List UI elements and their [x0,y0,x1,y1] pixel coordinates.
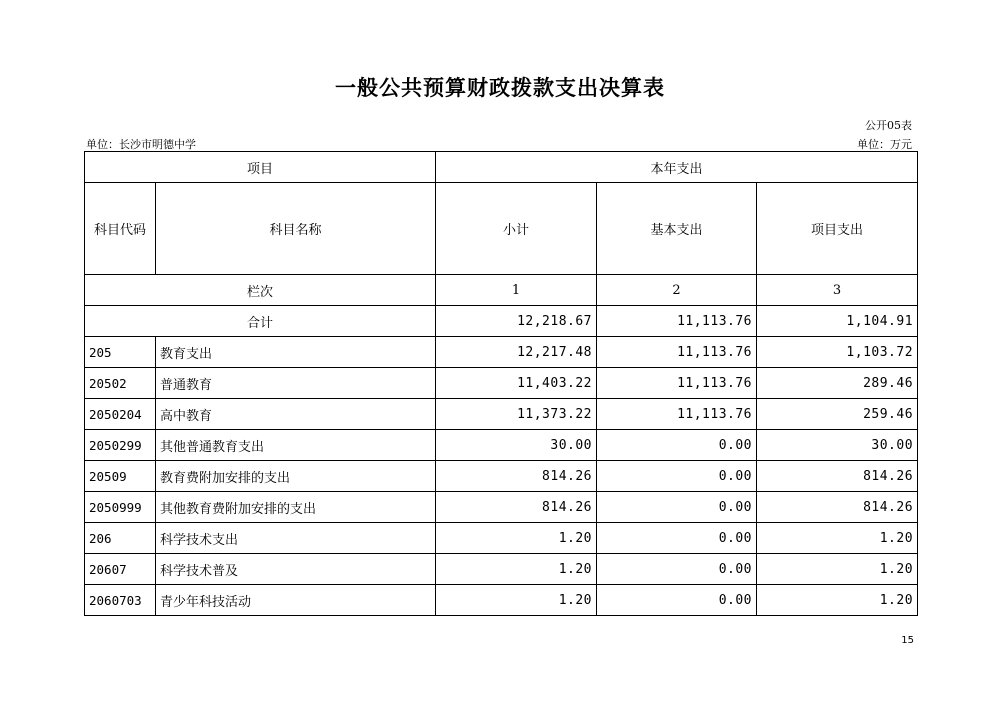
header-project-expense: 项目支出 [757,183,918,275]
project-expense-cell: 259.46 [757,399,918,430]
subject-name-cell: 其他普通教育支出 [156,430,436,461]
subtotal-cell: 814.26 [436,461,597,492]
header-basic-expense: 基本支出 [597,183,757,275]
table-row [85,337,918,368]
page-number: 15 [901,635,914,646]
basic-expense-cell: 11,113.76 [597,368,757,399]
subject-code-cell: 20607 [85,554,156,585]
organization-unit: 单位：长沙市明德中学 [86,138,196,151]
currency-unit: 单位：万元 [857,138,912,151]
total-label: 合计 [85,306,436,337]
basic-expense-cell: 0.00 [597,461,757,492]
subject-code-cell: 2050299 [85,430,156,461]
subject-code-cell: 2050999 [85,492,156,523]
header-subject-name: 科目名称 [156,183,436,275]
table-row [85,554,918,585]
subtotal-cell: 1.20 [436,523,597,554]
basic-expense-cell: 0.00 [597,585,757,616]
table-row [85,399,918,430]
subject-name-cell: 科学技术支出 [156,523,436,554]
subject-code-cell: 2050204 [85,399,156,430]
table-row [85,368,918,399]
project-expense-cell: 814.26 [757,492,918,523]
project-expense-cell: 1,103.72 [757,337,918,368]
project-expense-cell: 289.46 [757,368,918,399]
total-subtotal: 12,218.67 [436,306,597,337]
subject-name-cell: 教育支出 [156,337,436,368]
subtotal-cell: 12,217.48 [436,337,597,368]
form-number: 公开05表 [865,119,912,132]
subject-name-cell: 青少年科技活动 [156,585,436,616]
header-subtotal: 小计 [436,183,597,275]
total-basic: 11,113.76 [597,306,757,337]
lanci-row [85,275,918,306]
subject-name-cell: 教育费附加安排的支出 [156,461,436,492]
header-subject-code: 科目代码 [85,183,156,275]
lanci-2: 2 [597,275,757,306]
header-row-columns [85,183,918,275]
subject-name-cell: 普通教育 [156,368,436,399]
basic-expense-cell: 0.00 [597,492,757,523]
basic-expense-cell: 11,113.76 [597,399,757,430]
basic-expense-cell: 0.00 [597,554,757,585]
subject-code-cell: 206 [85,523,156,554]
lanci-3: 3 [757,275,918,306]
basic-expense-cell: 11,113.76 [597,337,757,368]
header-project: 项目 [85,152,436,183]
table-row [85,492,918,523]
project-expense-cell: 1.20 [757,523,918,554]
page-title: 一般公共预算财政拨款支出决算表 [335,76,665,100]
subject-name-cell: 其他教育费附加安排的支出 [156,492,436,523]
project-expense-cell: 814.26 [757,461,918,492]
lanci-1: 1 [436,275,597,306]
basic-expense-cell: 0.00 [597,523,757,554]
subject-code-cell: 205 [85,337,156,368]
subject-name-cell: 科学技术普及 [156,554,436,585]
subject-name-cell: 高中教育 [156,399,436,430]
header-current-year-expense: 本年支出 [436,152,918,183]
table-row [85,430,918,461]
total-row [85,306,918,337]
subtotal-cell: 11,373.22 [436,399,597,430]
project-expense-cell: 30.00 [757,430,918,461]
lanci-label: 栏次 [85,275,436,306]
table-row [85,461,918,492]
total-project: 1,104.91 [757,306,918,337]
subject-code-cell: 2060703 [85,585,156,616]
subtotal-cell: 11,403.22 [436,368,597,399]
project-expense-cell: 1.20 [757,585,918,616]
subtotal-cell: 814.26 [436,492,597,523]
header-row-top [85,152,918,183]
table-row [85,523,918,554]
subtotal-cell: 30.00 [436,430,597,461]
expenditure-table [84,151,918,616]
basic-expense-cell: 0.00 [597,430,757,461]
subtotal-cell: 1.20 [436,585,597,616]
subject-code-cell: 20502 [85,368,156,399]
project-expense-cell: 1.20 [757,554,918,585]
subtotal-cell: 1.20 [436,554,597,585]
subject-code-cell: 20509 [85,461,156,492]
table-row [85,585,918,616]
